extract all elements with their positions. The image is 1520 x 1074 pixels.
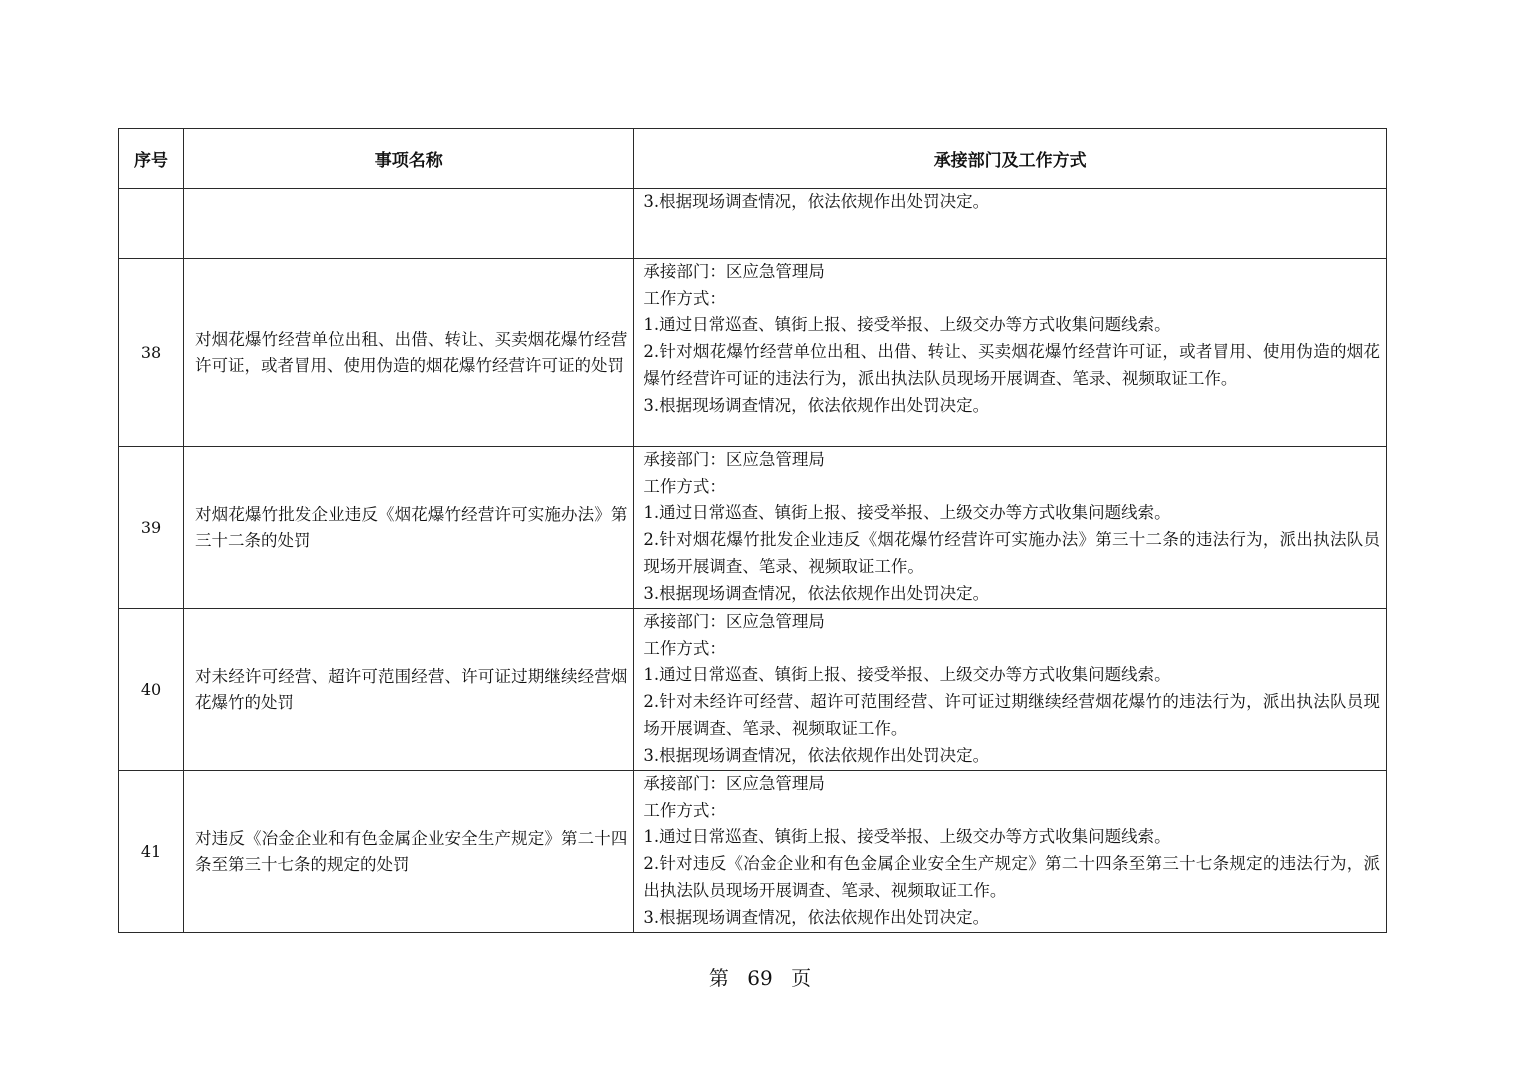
method-step-2: 2.针对烟花爆竹经营单位出租、出借、转让、买卖烟花爆竹经营许可证，或者冒用、使用伪造的烟花爆竹经营许可证的违法行为，派出执法队员现场开展调查、笔录、视频取证工作。 [643,342,1380,388]
method-step-3: 3.根据现场调查情况，依法依规作出处罚决定。 [643,907,990,927]
method-step-3: 3.根据现场调查情况，依法依规作出处罚决定。 [643,583,990,603]
method-department: 承接部门：区应急管理局 [643,774,825,793]
table-header-row [119,129,1387,189]
table-row [119,259,1387,447]
method-department: 承接部门：区应急管理局 [643,612,825,631]
row-work-method [634,771,1387,933]
header-serial-number: 序号 [119,129,184,189]
table-row [119,447,1387,609]
header-matter-name: 事项名称 [184,129,634,189]
table-row [119,771,1387,933]
method-department: 承接部门：区应急管理局 [643,262,825,281]
row-matter-name: 对未经许可经营、超许可范围经营、许可证过期继续经营烟花爆竹的处罚 [184,609,634,771]
table-row [119,189,1387,259]
row-serial-number: 40 [119,609,184,771]
method-label: 工作方式： [643,476,726,496]
method-label: 工作方式： [643,800,726,820]
table-row [119,609,1387,771]
page-number-suffix: 页 [791,966,812,990]
method-step-1: 1.通过日常巡查、镇街上报、接受举报、上级交办等方式收集问题线索。 [643,315,1171,335]
row-work-method [634,447,1387,609]
method-step-3: 3.根据现场调查情况，依法依规作出处罚决定。 [643,192,990,211]
row-work-method [634,609,1387,771]
method-label: 工作方式： [643,638,726,658]
row-serial-number: 41 [119,771,184,933]
row-work-method [634,189,1387,259]
method-department: 承接部门：区应急管理局 [643,450,825,469]
row-matter-name: 对烟花爆竹批发企业违反《烟花爆竹经营许可实施办法》第三十二条的处罚 [184,447,634,609]
row-serial-number: 39 [119,447,184,609]
method-label: 工作方式： [643,288,726,308]
row-serial-number: 38 [119,259,184,447]
method-step-3: 3.根据现场调查情况，依法依规作出处罚决定。 [643,395,990,415]
header-department-and-method: 承接部门及工作方式 [634,129,1387,189]
method-step-2: 2.针对烟花爆竹批发企业违反《烟花爆竹经营许可实施办法》第三十二条的违法行为，派出执法队员现场开展调查、笔录、视频取证工作。 [643,530,1380,576]
row-matter-name: 对违反《冶金企业和有色金属企业安全生产规定》第二十四条至第三十七条的规定的处罚 [184,771,634,933]
method-step-3: 3.根据现场调查情况，依法依规作出处罚决定。 [643,745,990,765]
row-matter-name [184,189,634,259]
method-step-2: 2.针对违反《冶金企业和有色金属企业安全生产规定》第二十四条至第三十七条规定的违法行为，派出执法队员现场开展调查、笔录、视频取证工作。 [643,854,1380,900]
row-matter-name: 对烟花爆竹经营单位出租、出借、转让、买卖烟花爆竹经营许可证，或者冒用、使用伪造的烟花爆竹经营许可证的处罚 [184,259,634,447]
method-step-1: 1.通过日常巡查、镇街上报、接受举报、上级交办等方式收集问题线索。 [643,665,1171,685]
page-number-prefix: 第 [708,966,729,990]
page-number-footer [0,962,1520,991]
method-step-2: 2.针对未经许可经营、超许可范围经营、许可证过期继续经营烟花爆竹的违法行为，派出执法队员现场开展调查、笔录、视频取证工作。 [643,692,1380,738]
row-work-method [634,259,1387,447]
method-step-1: 1.通过日常巡查、镇街上报、接受举报、上级交办等方式收集问题线索。 [643,827,1171,847]
method-step-1: 1.通过日常巡查、镇街上报、接受举报、上级交办等方式收集问题线索。 [643,503,1171,523]
page-number: 69 [747,966,773,990]
matters-table [118,128,1387,933]
row-serial-number [119,189,184,259]
